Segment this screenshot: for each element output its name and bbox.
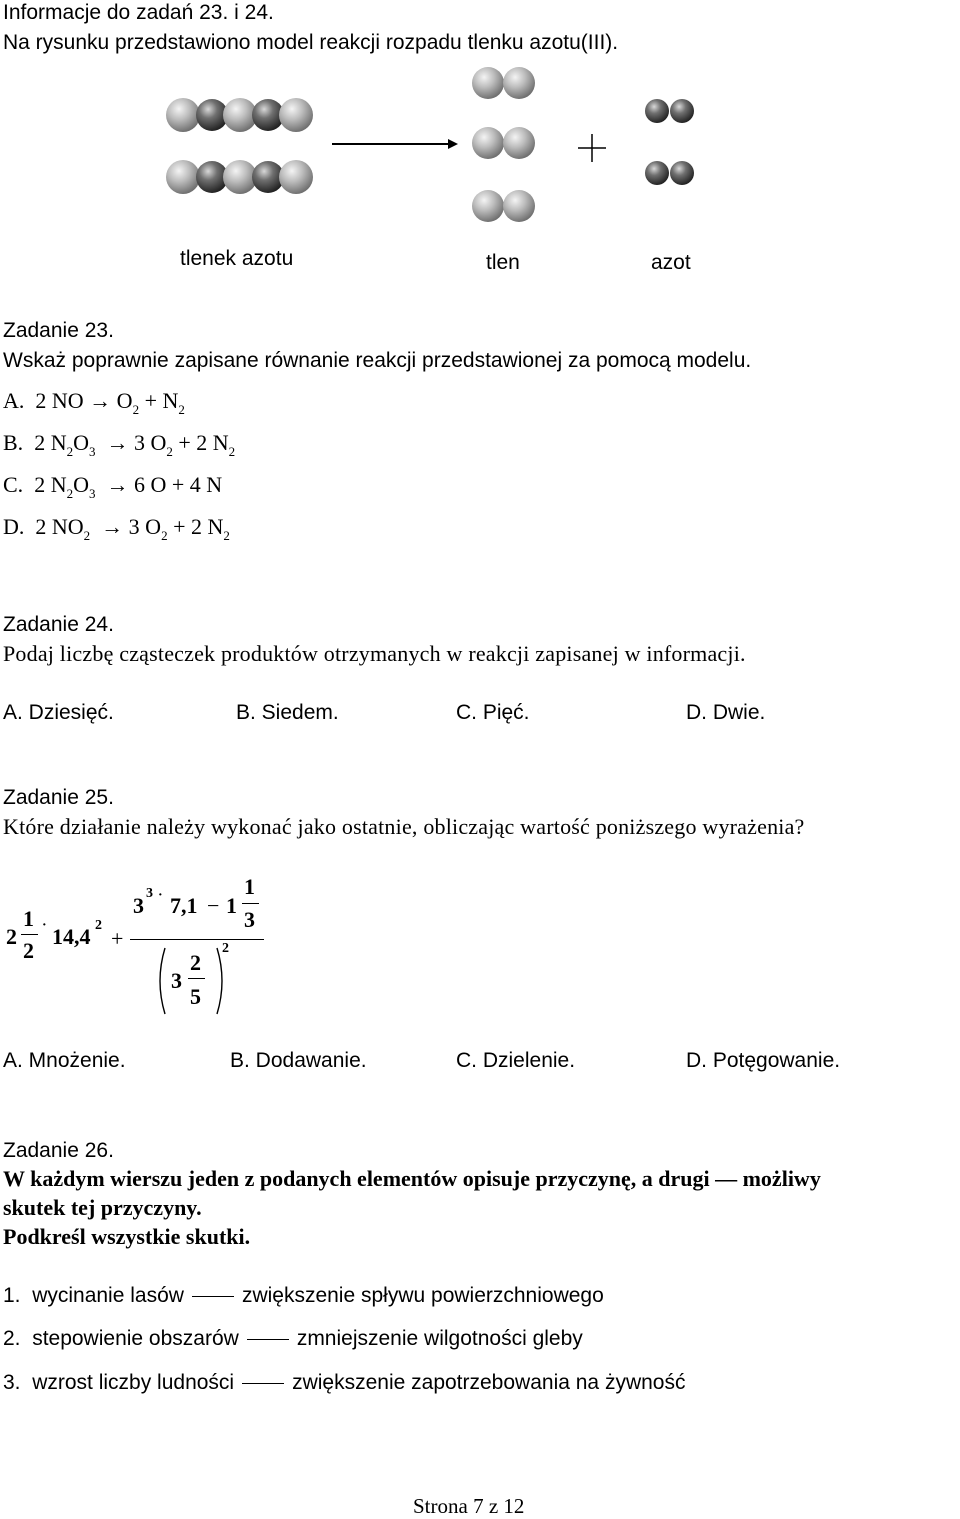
reactant-molecule-1 bbox=[166, 98, 313, 132]
fraction-bar bbox=[188, 978, 205, 979]
task26-question-line1: W każdym wierszu jeden z podanych elementów opisuje przyczynę, a drugi — możliwy bbox=[3, 1166, 821, 1191]
option-b[interactable]: B. 2 $N_2O_3 \to 3$ $O_2 + 2$ $N_2$ bbox=[3, 430, 236, 459]
fraction-bar bbox=[21, 934, 38, 935]
dash bbox=[247, 1339, 289, 1340]
dot-operator: · bbox=[158, 888, 163, 903]
info-text: Na rysunku przedstawiono model reakcji rozpadu tlenku azotu(III). bbox=[3, 31, 619, 54]
effect-1[interactable]: zwiększenie spływu powierzchniowego bbox=[241, 1284, 604, 1307]
task26-row-1: 1. wycinanie lasów zwiększenie spływu powierzchniowego bbox=[3, 1284, 604, 1307]
oxygen-molecules bbox=[472, 67, 535, 222]
arrow-icon: → bbox=[106, 472, 129, 497]
task26-row-2: 2. stepowienie obszarów zmniejszenie wilgotności gleby bbox=[3, 1327, 583, 1350]
cause-1[interactable]: wycinanie lasów bbox=[32, 1284, 184, 1307]
task26-row-3: 3. wzrost liczby ludności zwiększenie zapotrzebowania na żywność bbox=[3, 1371, 686, 1394]
effect-2[interactable]: zmniejszenie wilgotności gleby bbox=[296, 1327, 583, 1350]
task25-answer-b[interactable]: B. Dodawanie. bbox=[230, 1049, 367, 1072]
info-title: Informacje do zadań 23. i 24. bbox=[3, 1, 274, 24]
cause-2[interactable]: stepowienie obszarów bbox=[32, 1327, 239, 1350]
label-reactant: tlenek azotu bbox=[180, 247, 294, 270]
arrow-icon: → bbox=[101, 514, 124, 539]
task26-question-line2: skutek tej przyczyny. bbox=[3, 1195, 202, 1220]
cause-3[interactable]: wzrost liczby ludności bbox=[32, 1371, 235, 1394]
arrow-icon: → bbox=[106, 430, 129, 455]
task26-instruction: Podkreśl wszystkie skutki. bbox=[3, 1224, 251, 1249]
main-fraction-bar bbox=[130, 939, 264, 940]
arrow-icon: → bbox=[89, 388, 112, 413]
reaction-model bbox=[0, 60, 960, 240]
task26-title: Zadanie 26. bbox=[3, 1139, 114, 1162]
task24-answer-a[interactable]: A. Dziesięć. bbox=[3, 701, 114, 724]
reaction-arrow bbox=[332, 139, 458, 149]
task25-answer-a[interactable]: A. Mnożenie. bbox=[3, 1049, 126, 1072]
option-d[interactable]: D. 2 $NO_2 \to 3$ $O_2 + 2$ $N_2$ bbox=[3, 514, 230, 543]
reactant-molecule-2 bbox=[166, 160, 313, 194]
effect-3[interactable]: zwiększenie zapotrzebowania na żywność bbox=[292, 1371, 686, 1394]
option-c[interactable]: C. 2 $N_2O_3 \to 6$ O + 4 N bbox=[3, 472, 223, 501]
nitrogen-molecules bbox=[645, 99, 694, 185]
task25-title: Zadanie 25. bbox=[3, 786, 114, 809]
task24-answer-b[interactable]: B. Siedem. bbox=[236, 701, 339, 724]
task24-answer-c[interactable]: C. Pięć. bbox=[456, 701, 530, 724]
task23-question: Wskaż poprawnie zapisane równanie reakcji przedstawionej za pomocą modelu. bbox=[3, 349, 752, 372]
task25-question: Które działanie należy wykonać jako ostatnie, obliczając wartość poniższego wyrażenia? bbox=[3, 814, 805, 839]
task25-answer-d[interactable]: D. Potęgowanie. bbox=[686, 1049, 841, 1072]
task24-title: Zadanie 24. bbox=[3, 613, 114, 636]
label-oxygen: tlen bbox=[486, 251, 520, 274]
plus-sign bbox=[578, 134, 606, 162]
task25-answer-c[interactable]: C. Dzielenie. bbox=[456, 1049, 576, 1072]
label-nitrogen: azot bbox=[651, 251, 691, 274]
dot-operator: · bbox=[42, 918, 47, 933]
task24-answer-d[interactable]: D. Dwie. bbox=[686, 701, 766, 724]
task24-question: Podaj liczbę cząsteczek produktów otrzymanych w reakcji zapisanej w informacji. bbox=[3, 641, 746, 666]
option-a[interactable]: A. 2 NO → $O_2 + N_2$ bbox=[3, 388, 185, 417]
dash bbox=[192, 1296, 234, 1297]
dash bbox=[242, 1383, 284, 1384]
fraction-bar bbox=[242, 903, 259, 904]
page-number: Strona 7 z 12 bbox=[413, 1494, 525, 1518]
task23-title: Zadanie 23. bbox=[3, 319, 114, 342]
